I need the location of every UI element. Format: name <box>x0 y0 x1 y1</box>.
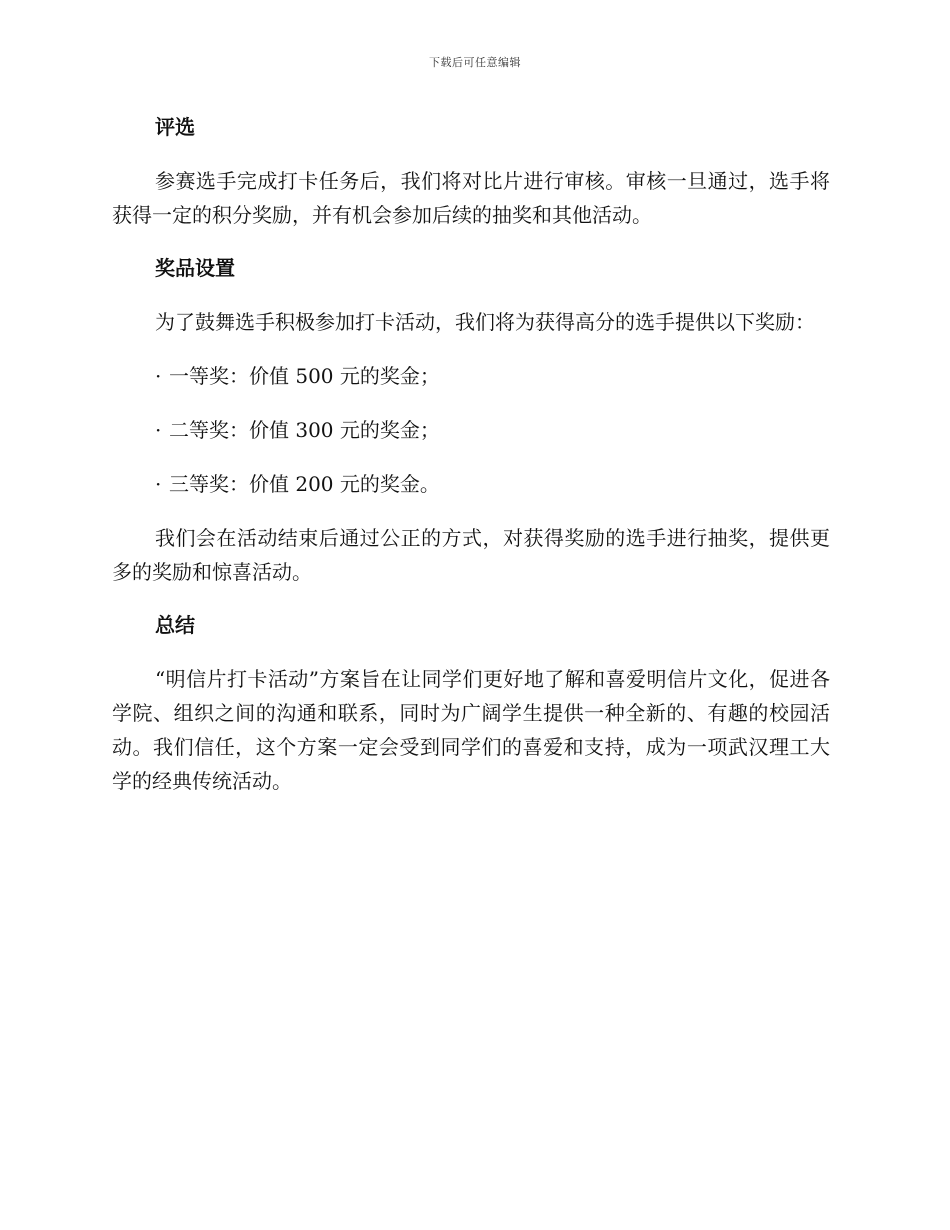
prize-item-text: 一等奖：价值 500 元的奖金； <box>169 364 440 388</box>
bullet-icon: · <box>155 472 162 496</box>
summary-paragraph: “明信片打卡活动”方案旨在让同学们更好地了解和喜爱明信片文化，促进各学院、组织之间的沟通和联系，同时为广阔学生提供一种全新的、有趣的校园活动。我们信任，这个方案一定会受到同学们的喜爱和支持，成为一项武汉理工大学的经典传统活动。 <box>112 667 830 793</box>
prizes-closing-paragraph: 我们会在活动结束后通过公正的方式，对获得奖励的选手进行抽奖，提供更多的奖励和惊喜活动。 <box>112 526 830 584</box>
selection-paragraph: 参赛选手完成打卡任务后，我们将对比片进行审核。审核一旦通过，选手将获得一定的积分奖励，并有机会参加后续的抽奖和其他活动。 <box>112 169 830 227</box>
prizes-intro-paragraph: 为了鼓舞选手积极参加打卡活动，我们将为获得高分的选手提供以下奖励： <box>155 310 815 334</box>
bullet-icon: · <box>155 364 162 388</box>
prize-list-item <box>112 413 830 447</box>
prize-item-text: 二等奖：价值 300 元的奖金； <box>169 418 440 442</box>
section-heading-selection: 评选 <box>155 115 195 139</box>
prize-list-item <box>112 467 830 501</box>
prize-list-item <box>112 359 830 393</box>
section-heading-summary: 总结 <box>155 613 195 637</box>
section-heading-prizes: 奖品设置 <box>155 256 235 280</box>
prize-item-text: 三等奖：价值 200 元的奖金。 <box>169 472 440 496</box>
document-body <box>112 110 830 798</box>
page-header: 下载后可任意编辑 <box>429 56 521 69</box>
bullet-icon: · <box>155 418 162 442</box>
